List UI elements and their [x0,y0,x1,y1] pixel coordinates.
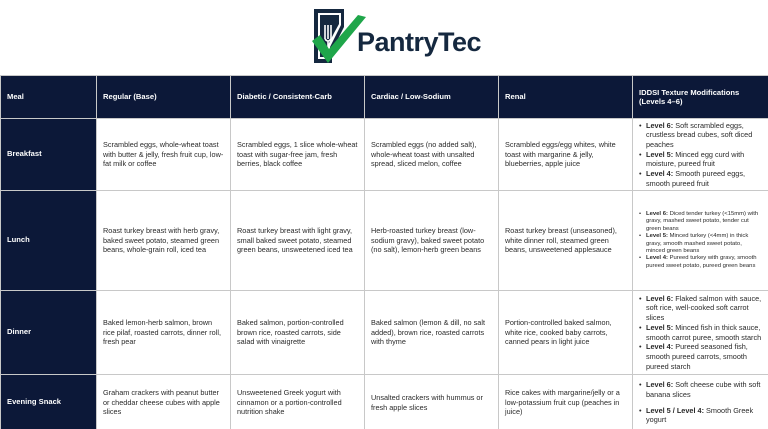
column-header-renal: Renal [499,76,633,119]
table-row-breakfast [1,119,768,191]
column-header-iddsi: IDDSI Texture Modifications (Levels 4–6) [633,76,768,119]
column-header-meal: Meal [1,76,97,119]
table-row-dinner [1,291,768,375]
iddsi-item: • Level 6: Flaked salmon with sauce, soft rice, well-cooked soft carrot slices [639,294,762,323]
iddsi-item: • Level 5 / Level 4: Smooth Greek yogurt [639,406,762,425]
iddsi-item: • Level 5: Minced fish in thick sauce, smooth carrot puree, smooth starch [639,323,762,342]
table-row-evening-snack [1,375,768,429]
renal-cell: Portion-controlled baked salmon, white rice, cooked baby carrots, canned pears in light juice [499,291,633,375]
table-row-lunch [1,191,768,291]
iddsi-item: • Level 6: Diced tender turkey (<15mm) with gravy, mashed sweet potato, tender cut green beans [639,211,762,233]
iddsi-item: • Level 5: Minced egg curd with moisture, pureed fruit [639,150,762,169]
iddsi-cell [633,191,768,291]
regular-cell: Roast turkey breast with herb gravy, baked sweet potato, steamed green beans, whole-grain roll, iced tea [97,191,231,291]
meal-label: Dinner [1,291,97,375]
iddsi-item: • Level 4: Pureed seasoned fish, smooth pureed carrots, smooth pureed starch [639,342,762,371]
regular-cell: Scrambled eggs, whole-wheat toast with butter & jelly, fresh fruit cup, low-fat milk or coffee [97,119,231,191]
cardiac-cell: Baked salmon (lemon & dill, no salt added), brown rice, roasted carrots with thyme [365,291,499,375]
renal-cell: Scrambled eggs/egg whites, white toast with margarine & jelly, blueberries, apple juice [499,119,633,191]
iddsi-cell [633,119,768,191]
iddsi-cell [633,291,768,375]
column-header-regular: Regular (Base) [97,76,231,119]
column-header-cardiac: Cardiac / Low-Sodium [365,76,499,119]
column-header-diabetic: Diabetic / Consistent-Carb [231,76,365,119]
brand-name: PantryTec [357,27,482,57]
renal-cell: Roast turkey breast (unseasoned), white dinner roll, steamed green beans, unsweetened applesauce [499,191,633,291]
table-header-row [1,76,768,119]
iddsi-cell [633,375,768,429]
iddsi-item: • Level 4: Pureed turkey with gravy, smooth pureed sweet potato, pureed green beans [639,255,762,270]
cardiac-cell: Unsalted crackers with hummus or fresh apple slices [365,375,499,429]
meal-label: Lunch [1,191,97,291]
diabetic-cell: Baked salmon, portion-controlled brown rice, roasted carrots, side salad with vinaigrette [231,291,365,375]
meal-label: Breakfast [1,119,97,191]
diabetic-cell: Roast turkey breast with light gravy, small baked sweet potato, steamed green beans, unsweetened iced tea [231,191,365,291]
renal-cell: Rice cakes with margarine/jelly or a low-potassium fruit cup (peaches in juice) [499,375,633,429]
iddsi-item: • Level 5: Minced turkey (<4mm) in thick gravy, smooth mashed sweet potato, minced green beans [639,233,762,255]
cardiac-cell: Scrambled eggs (no added salt), whole-wheat toast with unsalted spread, sliced melon, coffee [365,119,499,191]
brand-logo [0,0,768,75]
cardiac-cell: Herb-roasted turkey breast (low-sodium gravy), baked sweet potato (no salt), lemon-herb green beans [365,191,499,291]
regular-cell: Baked lemon-herb salmon, brown rice pilaf, roasted carrots, dinner roll, fresh pear [97,291,231,375]
iddsi-item: • Level 6: Soft scrambled eggs, crustless bread cubes, soft diced peaches [639,121,762,150]
meal-label: Evening Snack [1,375,97,429]
iddsi-item: • Level 6: Soft cheese cube with soft banana slices [639,380,762,399]
diet-menu-table [0,75,768,429]
regular-cell: Graham crackers with peanut butter or cheddar cheese cubes with apple slices [97,375,231,429]
iddsi-item: • Level 4: Smooth pureed eggs, smooth pureed fruit [639,169,762,188]
diabetic-cell: Scrambled eggs, 1 slice whole-wheat toast with sugar-free jam, fresh berries, black coffee [231,119,365,191]
diabetic-cell: Unsweetened Greek yogurt with cinnamon or a portion-controlled nutrition shake [231,375,365,429]
